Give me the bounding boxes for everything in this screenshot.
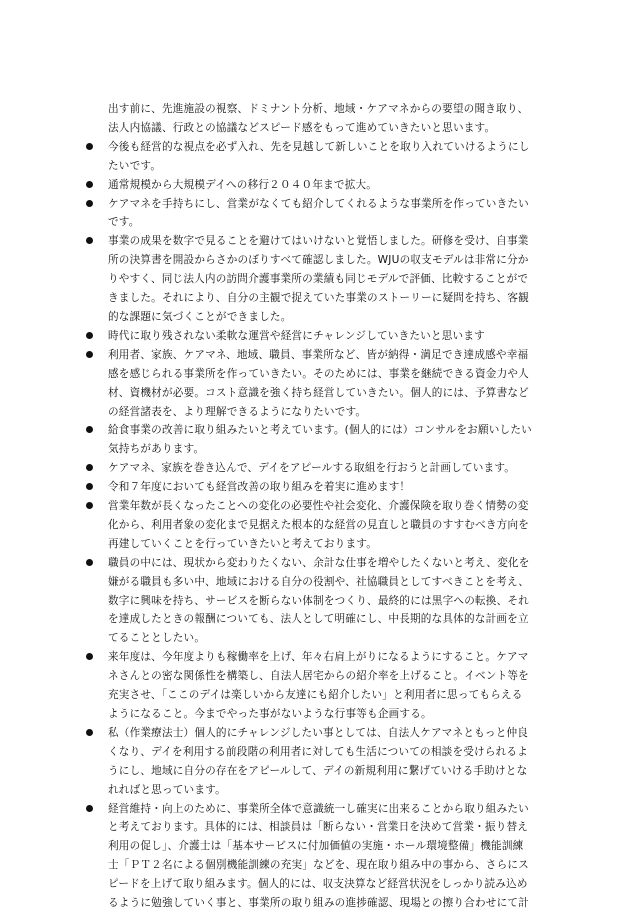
bullet-icon — [86, 143, 93, 150]
bullet-icon — [86, 181, 93, 188]
bullet-icon — [86, 351, 93, 358]
continuation-paragraph: 出す前に、先進施設の視察、ドミナント分析、地域・ケアマネからの要望の聞き取り、法人内協議、行政との協議などスピード感をもって進めていきたいと思います。 — [108, 103, 529, 134]
list-item — [86, 346, 532, 422]
list-item — [86, 724, 532, 800]
bullet-icon — [86, 200, 93, 207]
list-item-text: 営業年数が長くなったことへの変化の必要性や社会変化、介護保険を取り巻く情勢の変化から、利用者象の変化まで見据えた根本的な経営の見直しと職員のすすむべき方向を再建していくことを行っていきたいと考えております。 — [108, 500, 530, 550]
list-item-text: 通常規模から大規模デイへの移行２０４０年まで拡大。 — [108, 178, 378, 191]
list-item-text: 利用者、家族、ケアマネ、地域、職員、事業所など、皆が納得・満足でき達成感や幸福感を感じられる事業所を作っていきたい。そのためには、事業を継続できる資金力や人材、資機材が必要。コスト意識を強く持ち経営していきたい。個人的には、予算書などの経営諸表を、より理解できるようになりたいです。 — [108, 348, 529, 418]
bullet-icon — [86, 426, 93, 433]
bullet-icon — [86, 237, 93, 244]
list-item — [86, 800, 532, 913]
list-item — [86, 195, 532, 233]
bullet-icon — [86, 653, 93, 660]
bullet-icon — [86, 805, 93, 812]
bullet-list — [86, 138, 532, 913]
list-item-text: 経営維持・向上のために、事業所全体で意識統一し確実に出来ることから取り組みたいと考えております。具体的には、相談員は「断らない・営業日を決めて営業・振り替え利用の促し」、介護士は「基本サービスに付加価値の実施・ホール環境整備」機能訓練士「ＰＴ２名による個別機能訓練の充実」などを、現在取り組み中の事から、さらにスピードを上げて取り組みます。個人的には、収支決算など経営状況をしっかり読み込めるように勉強していく事と、事業所の取り組みの進捗確認、現場との擦り合わせにて計 — [108, 802, 529, 910]
list-item-text: 職員の中には、現状から変わりたくない、余計な仕事を増やしたくないと考え、変化を嫌がる職員も多い中、地域における自分の役割や、社協職員としてすべきことを考え、数字に興味を持ち、サービスを断らない体制をつくり、最終的には黒字への転換、それを達成したときの報酬についても、法人として明確にし、中長期的な具体的な計画を立てることとしたい。 — [108, 556, 530, 645]
list-item — [86, 459, 532, 478]
bullet-icon — [86, 502, 93, 509]
bullet-icon — [86, 483, 93, 490]
list-item — [86, 478, 532, 497]
list-item-text: 時代に取り残されない柔軟な運営や経営にチャレンジしていきたいと思います — [108, 329, 485, 342]
list-item — [86, 327, 532, 346]
list-item-text: 私（作業療法士）個人的にチャレンジしたい事としては、自法人ケアマネともっと仲良くなり、デイを利用する前段階の利用者に対しても生活についての相談を受けられるようにし、地域に自分の存在をアピールして、デイの新規利用に繋げていける手助けとなれればと思っています。 — [108, 726, 529, 796]
list-item-text: ケアマネを手持ちにし、営業がなくても紹介してくれるような事業所を作っていきたいです。 — [108, 197, 529, 229]
document-body — [86, 100, 532, 913]
list-item-text: 給食事業の改善に取り組みたいと考えています。(個人的には）コンサルをお願いしたい気持ちがあります。 — [108, 424, 532, 456]
bullet-icon — [86, 332, 93, 339]
bullet-icon — [86, 559, 93, 566]
list-item-text: 来年度は、今年度よりも稼働率を上げ、年々右肩上がりになるようにすること。ケアマネさんとの密な関係性を構築し、自法人居宅からの紹介率を上げること。イベント等を充実させ、「ここのデイは楽しいから友達にも紹介したい」と利用者に思ってもらえるようになること。今までやった事がないような行事等も企画する。 — [108, 651, 529, 720]
list-item — [86, 421, 532, 459]
list-item — [86, 497, 532, 554]
list-item — [86, 138, 532, 176]
list-item — [86, 232, 532, 327]
bullet-icon — [86, 464, 93, 471]
list-item — [86, 176, 532, 195]
list-item-text: 事業の成果を数字で見ることを避けてはいけないと覚悟しました。研修を受け、自事業所の決算書を開設からさかのぼりすべて確認しました。WJUの収支モデルは非常に分かりやすく、同じ法人内の訪問介護事業所の業績も同じモデルで評価、比較することができました。それにより、自分の主観で捉えていた事業のストーリーに疑問を持ち、客観的な課題に気づくことができました。 — [108, 235, 529, 323]
list-item-text: 今後も経営的な視点を必ず入れ、先を見越して新しいことを取り入れていけるようにしたいです。 — [108, 140, 530, 172]
list-item — [86, 648, 532, 724]
bullet-icon — [86, 729, 93, 736]
list-item — [86, 554, 532, 649]
list-item-text: 令和７年度においても経営改善の取り組みを着実に進めます！ — [108, 481, 411, 494]
list-item-text: ケアマネ、家族を巻き込んで、デイをアピールする取組を行おうと計画しています。 — [108, 462, 516, 475]
